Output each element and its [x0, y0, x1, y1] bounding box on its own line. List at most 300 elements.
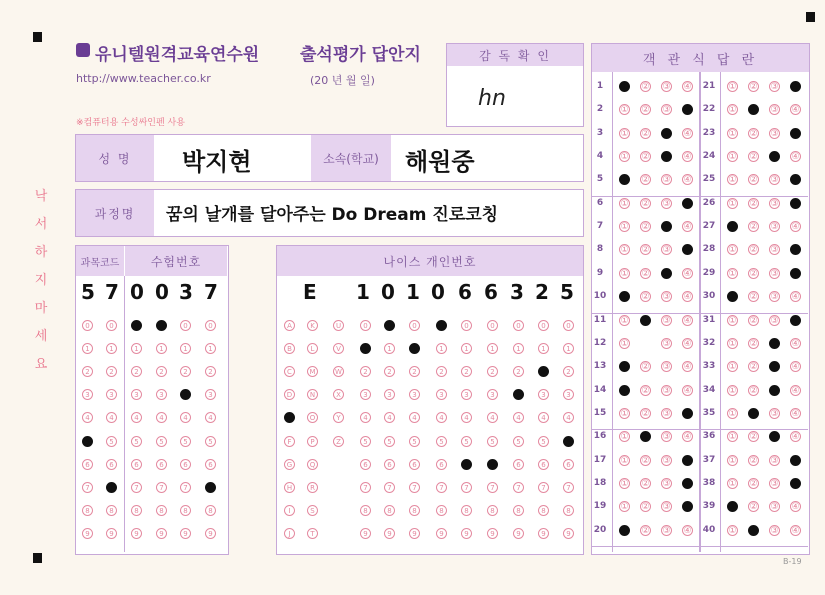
- neis-letter-bubble[interactable]: R: [307, 482, 318, 493]
- answer-bubble[interactable]: ②: [641, 222, 650, 233]
- exam-bubble[interactable]: 8: [106, 505, 117, 516]
- exam-bubble[interactable]: 4: [131, 412, 142, 423]
- answer-bubble[interactable]: ②: [749, 105, 758, 116]
- exam-bubble[interactable]: 5: [82, 436, 93, 447]
- neis-letter-bubble[interactable]: P: [307, 436, 318, 447]
- answer-bubble[interactable]: ③: [662, 268, 671, 279]
- neis-digit-bubble[interactable]: 9: [360, 528, 371, 539]
- exam-bubble[interactable]: 9: [180, 528, 191, 539]
- answer-bubble[interactable]: ④: [683, 245, 692, 256]
- answer-bubble[interactable]: ②: [641, 128, 650, 139]
- exam-bubble[interactable]: 8: [205, 505, 216, 516]
- exam-bubble[interactable]: 7: [205, 482, 216, 493]
- answer-bubble[interactable]: ①: [620, 222, 629, 233]
- neis-digit-bubble[interactable]: 5: [360, 436, 371, 447]
- exam-bubble[interactable]: 2: [180, 366, 191, 377]
- answer-bubble[interactable]: ③: [662, 408, 671, 419]
- answer-bubble[interactable]: ④: [683, 478, 692, 489]
- answer-bubble[interactable]: ①: [728, 245, 737, 256]
- answer-bubble[interactable]: ④: [791, 385, 800, 396]
- neis-digit-bubble[interactable]: 6: [409, 459, 420, 470]
- neis-digit-bubble[interactable]: 8: [563, 505, 574, 516]
- answer-bubble[interactable]: ①: [620, 268, 629, 279]
- neis-digit-bubble[interactable]: 4: [538, 412, 549, 423]
- exam-bubble[interactable]: 1: [131, 343, 142, 354]
- neis-digit-bubble[interactable]: 6: [436, 459, 447, 470]
- neis-digit-bubble[interactable]: 8: [461, 505, 472, 516]
- answer-bubble[interactable]: ②: [749, 455, 758, 466]
- neis-digit-bubble[interactable]: 7: [538, 482, 549, 493]
- exam-bubble[interactable]: 5: [205, 436, 216, 447]
- neis-digit-bubble[interactable]: 0: [436, 320, 447, 331]
- exam-bubble[interactable]: 8: [156, 505, 167, 516]
- answer-bubble[interactable]: ②: [641, 478, 650, 489]
- answer-bubble[interactable]: ②: [641, 502, 650, 513]
- answer-bubble[interactable]: ①: [728, 525, 737, 536]
- neis-digit-bubble[interactable]: 9: [513, 528, 524, 539]
- answer-bubble[interactable]: ③: [770, 408, 779, 419]
- neis-letter-bubble[interactable]: O: [307, 412, 318, 423]
- neis-digit-bubble[interactable]: 1: [384, 343, 395, 354]
- answer-bubble[interactable]: ③: [770, 478, 779, 489]
- answer-bubble[interactable]: ①: [620, 245, 629, 256]
- exam-bubble[interactable]: 9: [131, 528, 142, 539]
- answer-bubble[interactable]: ②: [749, 478, 758, 489]
- neis-digit-bubble[interactable]: 9: [436, 528, 447, 539]
- neis-digit-bubble[interactable]: 6: [563, 459, 574, 470]
- answer-bubble[interactable]: ②: [641, 82, 650, 92]
- exam-bubble[interactable]: 1: [82, 343, 93, 354]
- answer-bubble[interactable]: ④: [683, 82, 692, 92]
- answer-bubble[interactable]: ①: [620, 175, 629, 186]
- exam-bubble[interactable]: 3: [205, 389, 216, 400]
- answer-bubble[interactable]: ②: [641, 175, 650, 186]
- answer-bubble[interactable]: ④: [683, 292, 692, 303]
- answer-bubble[interactable]: ①: [620, 338, 629, 349]
- neis-letter-bubble[interactable]: U: [333, 320, 344, 331]
- neis-digit-bubble[interactable]: 1: [563, 343, 574, 354]
- exam-bubble[interactable]: 0: [106, 320, 117, 331]
- answer-bubble[interactable]: ③: [662, 338, 671, 349]
- neis-digit-bubble[interactable]: 0: [409, 320, 420, 331]
- exam-bubble[interactable]: 5: [180, 436, 191, 447]
- answer-bubble[interactable]: ③: [770, 455, 779, 466]
- answer-bubble[interactable]: ③: [662, 222, 671, 233]
- neis-digit-bubble[interactable]: 4: [563, 412, 574, 423]
- exam-bubble[interactable]: 1: [205, 343, 216, 354]
- exam-bubble[interactable]: 3: [106, 389, 117, 400]
- answer-bubble[interactable]: ③: [770, 502, 779, 513]
- answer-bubble[interactable]: ③: [770, 245, 779, 256]
- neis-letter-bubble[interactable]: B: [284, 343, 295, 354]
- exam-bubble[interactable]: 1: [156, 343, 167, 354]
- answer-bubble[interactable]: ③: [662, 385, 671, 396]
- answer-bubble[interactable]: ①: [728, 105, 737, 116]
- exam-bubble[interactable]: 0: [131, 320, 142, 331]
- neis-digit-bubble[interactable]: 1: [513, 343, 524, 354]
- neis-digit-bubble[interactable]: 0: [487, 320, 498, 331]
- neis-digit-bubble[interactable]: 8: [513, 505, 524, 516]
- neis-digit-bubble[interactable]: 7: [360, 482, 371, 493]
- neis-digit-bubble[interactable]: 7: [461, 482, 472, 493]
- answer-bubble[interactable]: ②: [749, 292, 758, 303]
- exam-bubble[interactable]: 6: [180, 459, 191, 470]
- neis-digit-bubble[interactable]: 9: [563, 528, 574, 539]
- exam-bubble[interactable]: 9: [106, 528, 117, 539]
- answer-bubble[interactable]: ②: [641, 268, 650, 279]
- answer-bubble[interactable]: ②: [641, 152, 650, 163]
- neis-letter-bubble[interactable]: T: [307, 528, 318, 539]
- exam-bubble[interactable]: 8: [131, 505, 142, 516]
- answer-bubble[interactable]: ③: [662, 128, 671, 139]
- answer-bubble[interactable]: ③: [770, 222, 779, 233]
- answer-bubble[interactable]: ①: [728, 502, 737, 513]
- answer-bubble[interactable]: ②: [641, 292, 650, 303]
- answer-bubble[interactable]: ③: [662, 315, 671, 326]
- answer-bubble[interactable]: ②: [749, 432, 758, 443]
- neis-digit-bubble[interactable]: 6: [360, 459, 371, 470]
- neis-digit-bubble[interactable]: 2: [360, 366, 371, 377]
- neis-letter-bubble[interactable]: X: [333, 389, 344, 400]
- neis-digit-bubble[interactable]: 0: [513, 320, 524, 331]
- answer-bubble[interactable]: ④: [791, 175, 800, 186]
- answer-bubble[interactable]: ②: [749, 315, 758, 326]
- answer-bubble[interactable]: ③: [770, 362, 779, 373]
- answer-bubble[interactable]: ④: [791, 82, 800, 92]
- answer-bubble[interactable]: ②: [749, 408, 758, 419]
- neis-digit-bubble[interactable]: 5: [563, 436, 574, 447]
- exam-bubble[interactable]: 8: [82, 505, 93, 516]
- answer-bubble[interactable]: ①: [728, 82, 737, 92]
- answer-bubble[interactable]: ①: [620, 408, 629, 419]
- answer-bubble[interactable]: ①: [620, 362, 629, 373]
- neis-digit-bubble[interactable]: 1: [436, 343, 447, 354]
- neis-letter-bubble[interactable]: C: [284, 366, 295, 377]
- answer-bubble[interactable]: ②: [749, 502, 758, 513]
- answer-bubble[interactable]: ③: [770, 82, 779, 92]
- neis-digit-bubble[interactable]: 7: [513, 482, 524, 493]
- answer-bubble[interactable]: ①: [620, 525, 629, 536]
- neis-digit-bubble[interactable]: 0: [538, 320, 549, 331]
- neis-digit-bubble[interactable]: 5: [384, 436, 395, 447]
- answer-bubble[interactable]: ④: [683, 362, 692, 373]
- answer-bubble[interactable]: ③: [662, 152, 671, 163]
- exam-bubble[interactable]: 0: [82, 320, 93, 331]
- answer-bubble[interactable]: ③: [662, 525, 671, 536]
- answer-bubble[interactable]: ④: [683, 152, 692, 163]
- exam-bubble[interactable]: 3: [131, 389, 142, 400]
- exam-bubble[interactable]: 3: [82, 389, 93, 400]
- answer-bubble[interactable]: ④: [683, 502, 692, 513]
- answer-bubble[interactable]: ②: [749, 175, 758, 186]
- answer-bubble[interactable]: ①: [728, 198, 737, 209]
- exam-bubble[interactable]: 1: [106, 343, 117, 354]
- answer-bubble[interactable]: ③: [770, 315, 779, 326]
- neis-digit-bubble[interactable]: 3: [409, 389, 420, 400]
- neis-letter-bubble[interactable]: I: [284, 505, 295, 516]
- answer-bubble[interactable]: ④: [791, 362, 800, 373]
- exam-bubble[interactable]: 4: [156, 412, 167, 423]
- exam-bubble[interactable]: 6: [205, 459, 216, 470]
- answer-bubble[interactable]: ④: [683, 455, 692, 466]
- answer-bubble[interactable]: ④: [791, 408, 800, 419]
- neis-digit-bubble[interactable]: 4: [384, 412, 395, 423]
- neis-letter-bubble[interactable]: J: [284, 528, 295, 539]
- exam-bubble[interactable]: 2: [82, 366, 93, 377]
- neis-letter-bubble[interactable]: D: [284, 389, 295, 400]
- answer-bubble[interactable]: ②: [749, 198, 758, 209]
- neis-digit-bubble[interactable]: 9: [409, 528, 420, 539]
- neis-digit-bubble[interactable]: 2: [384, 366, 395, 377]
- exam-bubble[interactable]: 5: [131, 436, 142, 447]
- answer-bubble[interactable]: ④: [791, 292, 800, 303]
- answer-bubble[interactable]: ④: [791, 525, 800, 536]
- answer-bubble[interactable]: ④: [683, 222, 692, 233]
- answer-bubble[interactable]: ①: [728, 455, 737, 466]
- exam-bubble[interactable]: 0: [180, 320, 191, 331]
- neis-letter-bubble[interactable]: N: [307, 389, 318, 400]
- neis-digit-bubble[interactable]: 4: [436, 412, 447, 423]
- neis-digit-bubble[interactable]: 8: [409, 505, 420, 516]
- neis-digit-bubble[interactable]: 0: [360, 320, 371, 331]
- neis-digit-bubble[interactable]: 4: [513, 412, 524, 423]
- answer-bubble[interactable]: ②: [641, 385, 650, 396]
- answer-bubble[interactable]: ①: [620, 478, 629, 489]
- exam-bubble[interactable]: 2: [156, 366, 167, 377]
- answer-bubble[interactable]: ①: [620, 502, 629, 513]
- neis-digit-bubble[interactable]: 2: [436, 366, 447, 377]
- answer-bubble[interactable]: ③: [770, 152, 779, 163]
- answer-bubble[interactable]: ①: [728, 222, 737, 233]
- answer-bubble[interactable]: ③: [662, 175, 671, 186]
- answer-bubble[interactable]: ④: [791, 478, 800, 489]
- answer-bubble[interactable]: ①: [728, 152, 737, 163]
- neis-digit-bubble[interactable]: 9: [384, 528, 395, 539]
- neis-digit-bubble[interactable]: 5: [461, 436, 472, 447]
- neis-digit-bubble[interactable]: 7: [409, 482, 420, 493]
- neis-digit-bubble[interactable]: 7: [487, 482, 498, 493]
- answer-bubble[interactable]: ②: [749, 82, 758, 92]
- answer-bubble[interactable]: ②: [749, 222, 758, 233]
- answer-bubble[interactable]: ③: [770, 268, 779, 279]
- neis-digit-bubble[interactable]: 1: [461, 343, 472, 354]
- answer-bubble[interactable]: ③: [662, 105, 671, 116]
- answer-bubble[interactable]: ①: [728, 338, 737, 349]
- exam-bubble[interactable]: 2: [131, 366, 142, 377]
- answer-bubble[interactable]: ②: [641, 455, 650, 466]
- answer-bubble[interactable]: ②: [749, 152, 758, 163]
- answer-bubble[interactable]: ③: [662, 502, 671, 513]
- neis-digit-bubble[interactable]: 3: [461, 389, 472, 400]
- neis-digit-bubble[interactable]: 6: [461, 459, 472, 470]
- neis-digit-bubble[interactable]: 3: [436, 389, 447, 400]
- answer-bubble[interactable]: ②: [641, 525, 650, 536]
- exam-bubble[interactable]: 7: [82, 482, 93, 493]
- exam-bubble[interactable]: 5: [106, 436, 117, 447]
- exam-bubble[interactable]: 6: [106, 459, 117, 470]
- neis-digit-bubble[interactable]: 3: [384, 389, 395, 400]
- answer-bubble[interactable]: ④: [791, 338, 800, 349]
- answer-bubble[interactable]: ④: [791, 315, 800, 326]
- neis-digit-bubble[interactable]: 2: [513, 366, 524, 377]
- answer-bubble[interactable]: ④: [683, 432, 692, 443]
- answer-bubble[interactable]: ①: [728, 385, 737, 396]
- neis-digit-bubble[interactable]: 5: [538, 436, 549, 447]
- exam-bubble[interactable]: 3: [156, 389, 167, 400]
- exam-bubble[interactable]: 8: [180, 505, 191, 516]
- answer-bubble[interactable]: ②: [749, 245, 758, 256]
- neis-letter-bubble[interactable]: A: [284, 320, 295, 331]
- neis-digit-bubble[interactable]: 5: [487, 436, 498, 447]
- exam-bubble[interactable]: 2: [205, 366, 216, 377]
- exam-bubble[interactable]: 4: [106, 412, 117, 423]
- answer-bubble[interactable]: ①: [728, 292, 737, 303]
- answer-bubble[interactable]: ①: [728, 362, 737, 373]
- exam-bubble[interactable]: 2: [106, 366, 117, 377]
- answer-bubble[interactable]: ④: [683, 128, 692, 139]
- answer-bubble[interactable]: ③: [662, 432, 671, 443]
- neis-digit-bubble[interactable]: 1: [360, 343, 371, 354]
- answer-bubble[interactable]: ②: [641, 315, 650, 326]
- answer-bubble[interactable]: ④: [683, 268, 692, 279]
- answer-bubble[interactable]: ①: [620, 292, 629, 303]
- exam-bubble[interactable]: 6: [82, 459, 93, 470]
- answer-bubble[interactable]: ②: [641, 408, 650, 419]
- neis-letter-bubble[interactable]: F: [284, 436, 295, 447]
- neis-digit-bubble[interactable]: 3: [360, 389, 371, 400]
- neis-digit-bubble[interactable]: 6: [384, 459, 395, 470]
- answer-bubble[interactable]: ③: [770, 432, 779, 443]
- answer-bubble[interactable]: ①: [620, 128, 629, 139]
- answer-bubble[interactable]: ④: [791, 432, 800, 443]
- answer-bubble[interactable]: ②: [641, 362, 650, 373]
- answer-bubble[interactable]: ①: [620, 198, 629, 209]
- exam-bubble[interactable]: 4: [205, 412, 216, 423]
- exam-bubble[interactable]: 4: [82, 412, 93, 423]
- answer-bubble[interactable]: ③: [770, 175, 779, 186]
- answer-bubble[interactable]: ①: [620, 385, 629, 396]
- answer-bubble[interactable]: ④: [683, 105, 692, 116]
- neis-digit-bubble[interactable]: 5: [409, 436, 420, 447]
- neis-digit-bubble[interactable]: 0: [384, 320, 395, 331]
- answer-bubble[interactable]: ④: [683, 408, 692, 419]
- neis-letter-bubble[interactable]: Z: [333, 436, 344, 447]
- neis-digit-bubble[interactable]: 3: [487, 389, 498, 400]
- exam-bubble[interactable]: 0: [156, 320, 167, 331]
- neis-digit-bubble[interactable]: 2: [487, 366, 498, 377]
- neis-letter-bubble[interactable]: L: [307, 343, 318, 354]
- neis-digit-bubble[interactable]: 7: [563, 482, 574, 493]
- neis-letter-bubble[interactable]: K: [307, 320, 318, 331]
- answer-bubble[interactable]: ④: [683, 175, 692, 186]
- neis-digit-bubble[interactable]: 4: [409, 412, 420, 423]
- neis-digit-bubble[interactable]: 6: [513, 459, 524, 470]
- exam-bubble[interactable]: 4: [180, 412, 191, 423]
- neis-digit-bubble[interactable]: 6: [538, 459, 549, 470]
- exam-bubble[interactable]: 6: [156, 459, 167, 470]
- answer-bubble[interactable]: ②: [749, 268, 758, 279]
- exam-bubble[interactable]: 6: [131, 459, 142, 470]
- neis-digit-bubble[interactable]: 9: [538, 528, 549, 539]
- answer-bubble[interactable]: ③: [770, 292, 779, 303]
- exam-bubble[interactable]: 9: [156, 528, 167, 539]
- answer-bubble[interactable]: ③: [662, 198, 671, 209]
- answer-bubble[interactable]: ④: [791, 245, 800, 256]
- answer-bubble[interactable]: ④: [683, 525, 692, 536]
- exam-bubble[interactable]: 3: [180, 389, 191, 400]
- neis-digit-bubble[interactable]: 0: [563, 320, 574, 331]
- answer-bubble[interactable]: ③: [770, 525, 779, 536]
- answer-bubble[interactable]: ④: [791, 152, 800, 163]
- answer-bubble[interactable]: ②: [641, 198, 650, 209]
- neis-digit-bubble[interactable]: 4: [461, 412, 472, 423]
- answer-bubble[interactable]: ①: [728, 128, 737, 139]
- answer-bubble[interactable]: ④: [791, 455, 800, 466]
- neis-digit-bubble[interactable]: 4: [360, 412, 371, 423]
- neis-letter-bubble[interactable]: H: [284, 482, 295, 493]
- answer-bubble[interactable]: ④: [791, 128, 800, 139]
- neis-digit-bubble[interactable]: 7: [384, 482, 395, 493]
- neis-digit-bubble[interactable]: 3: [538, 389, 549, 400]
- neis-digit-bubble[interactable]: 6: [487, 459, 498, 470]
- neis-digit-bubble[interactable]: 5: [436, 436, 447, 447]
- answer-bubble[interactable]: ④: [683, 385, 692, 396]
- exam-bubble[interactable]: 5: [156, 436, 167, 447]
- neis-letter-bubble[interactable]: V: [333, 343, 344, 354]
- exam-bubble[interactable]: 1: [180, 343, 191, 354]
- neis-digit-bubble[interactable]: 9: [461, 528, 472, 539]
- neis-digit-bubble[interactable]: 8: [538, 505, 549, 516]
- answer-bubble[interactable]: ②: [641, 245, 650, 256]
- neis-digit-bubble[interactable]: 2: [461, 366, 472, 377]
- neis-digit-bubble[interactable]: 8: [436, 505, 447, 516]
- exam-bubble[interactable]: 7: [131, 482, 142, 493]
- answer-bubble[interactable]: ④: [683, 315, 692, 326]
- neis-digit-bubble[interactable]: 8: [384, 505, 395, 516]
- answer-bubble[interactable]: ①: [728, 268, 737, 279]
- answer-bubble[interactable]: ③: [770, 105, 779, 116]
- exam-bubble[interactable]: 9: [205, 528, 216, 539]
- neis-digit-bubble[interactable]: 8: [487, 505, 498, 516]
- answer-bubble[interactable]: ③: [770, 338, 779, 349]
- answer-bubble[interactable]: ①: [620, 432, 629, 443]
- answer-bubble[interactable]: ④: [683, 338, 692, 349]
- neis-digit-bubble[interactable]: 3: [563, 389, 574, 400]
- answer-bubble[interactable]: ①: [728, 408, 737, 419]
- neis-digit-bubble[interactable]: 1: [409, 343, 420, 354]
- answer-bubble[interactable]: ③: [662, 82, 671, 92]
- answer-bubble[interactable]: ②: [641, 105, 650, 116]
- answer-bubble[interactable]: ④: [791, 268, 800, 279]
- neis-digit-bubble[interactable]: 2: [563, 366, 574, 377]
- answer-bubble[interactable]: ③: [770, 198, 779, 209]
- answer-bubble[interactable]: ③: [662, 245, 671, 256]
- exam-bubble[interactable]: 7: [106, 482, 117, 493]
- neis-digit-bubble[interactable]: 8: [360, 505, 371, 516]
- answer-bubble[interactable]: ④: [791, 222, 800, 233]
- answer-bubble[interactable]: ④: [791, 502, 800, 513]
- answer-bubble[interactable]: ③: [662, 292, 671, 303]
- answer-bubble[interactable]: ②: [749, 525, 758, 536]
- answer-bubble[interactable]: ④: [791, 198, 800, 209]
- answer-bubble[interactable]: ②: [749, 362, 758, 373]
- neis-letter-bubble[interactable]: S: [307, 505, 318, 516]
- answer-bubble[interactable]: ②: [749, 128, 758, 139]
- answer-bubble[interactable]: ④: [683, 198, 692, 209]
- exam-bubble[interactable]: 9: [82, 528, 93, 539]
- neis-digit-bubble[interactable]: 2: [538, 366, 549, 377]
- answer-bubble[interactable]: ①: [620, 105, 629, 116]
